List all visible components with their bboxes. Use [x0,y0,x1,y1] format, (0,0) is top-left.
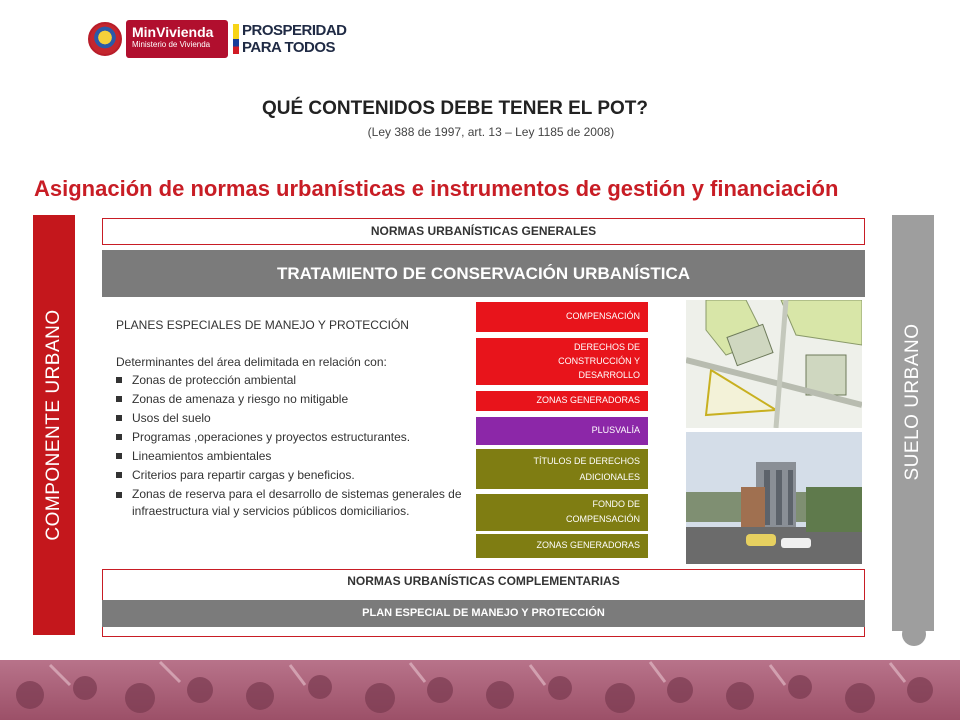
prosperidad-logo [242,22,360,56]
list-item: Criterios para repartir cargas y beneficios. [116,466,476,485]
urban-plan-drawing [686,300,862,428]
section-heading: Asignación de normas urbanísticas e instrumentos de gestión y financiación [34,176,839,201]
urban-plan-image [686,300,862,428]
crowd-photo-band [0,660,960,720]
building-photo [686,432,862,564]
prosperidad-logo-line2: PARA TODOS [242,39,336,56]
prosperidad-logo-line1: PROSPERIDAD [242,22,347,39]
crowd-photo-drawing [0,660,960,720]
list-item: Zonas de reserva para el desarrollo de sistemas generales de infraestructura vial y servicios públicos domiciliarios. [116,486,476,520]
determinantes-heading: Determinantes del área delimitada en relación con: [116,355,387,369]
normas-generales-box: NORMAS URBANÍSTICAS GENERALES [102,218,865,245]
colombia-flag-icon [233,24,239,54]
normas-complementarias-title: NORMAS URBANÍSTICAS COMPLEMENTARIAS [347,574,620,588]
instrument-compensacion: COMPENSACIÓN [476,302,648,332]
suelo-urbano-bar [892,215,934,631]
instrument-zonas-generadoras-2: ZONAS GENERADORAS [476,534,648,558]
list-item: Lineamientos ambientales [116,447,476,466]
minvivienda-logo-subtitle: Ministerio de Vivienda [132,40,211,49]
building-photo-drawing [686,432,862,564]
componente-urbano-label: COMPONENTE URBANO [43,309,64,541]
decorative-circle [902,622,926,646]
plan-heading: PLANES ESPECIALES DE MANEJO Y PROTECCIÓN [116,318,409,332]
minvivienda-logo-title: MinVivienda [132,24,214,40]
colombia-seal-logo [88,22,122,56]
slide-subtitle: (Ley 388 de 1997, art. 13 – Ley 1185 de 2008) [367,125,615,139]
instrument-derechos-construccion: DERECHOS DE CONSTRUCCIÓN Y DESARROLLO [476,338,648,385]
instrument-zonas-generadoras-1: ZONAS GENERADORAS [476,391,648,411]
plan-especial-bar: PLAN ESPECIAL DE MANEJO Y PROTECCIÓN [102,600,865,627]
slide-title: QUÉ CONTENIDOS DEBE TENER EL POT? [261,98,649,119]
instrument-fondo-compensacion: FONDO DE COMPENSACIÓN [476,494,648,531]
tratamiento-bar: TRATAMIENTO DE CONSERVACIÓN URBANÍSTICA [102,250,865,297]
list-item: Usos del suelo [116,409,476,428]
list-item: Programas ,operaciones y proyectos estructurantes. [116,428,476,447]
componente-urbano-bar [33,215,75,635]
instrument-plusvalia: PLUSVALÍA [476,417,648,445]
instrument-titulos-derechos: TÍTULOS DE DERECHOS ADICIONALES [476,449,648,489]
minvivienda-logo [126,20,228,58]
list-item: Zonas de protección ambiental [116,371,476,390]
determinantes-list [116,371,476,520]
suelo-urbano-label: SUELO URBANO [902,323,923,481]
list-item: Zonas de amenaza y riesgo no mitigable [116,390,476,409]
